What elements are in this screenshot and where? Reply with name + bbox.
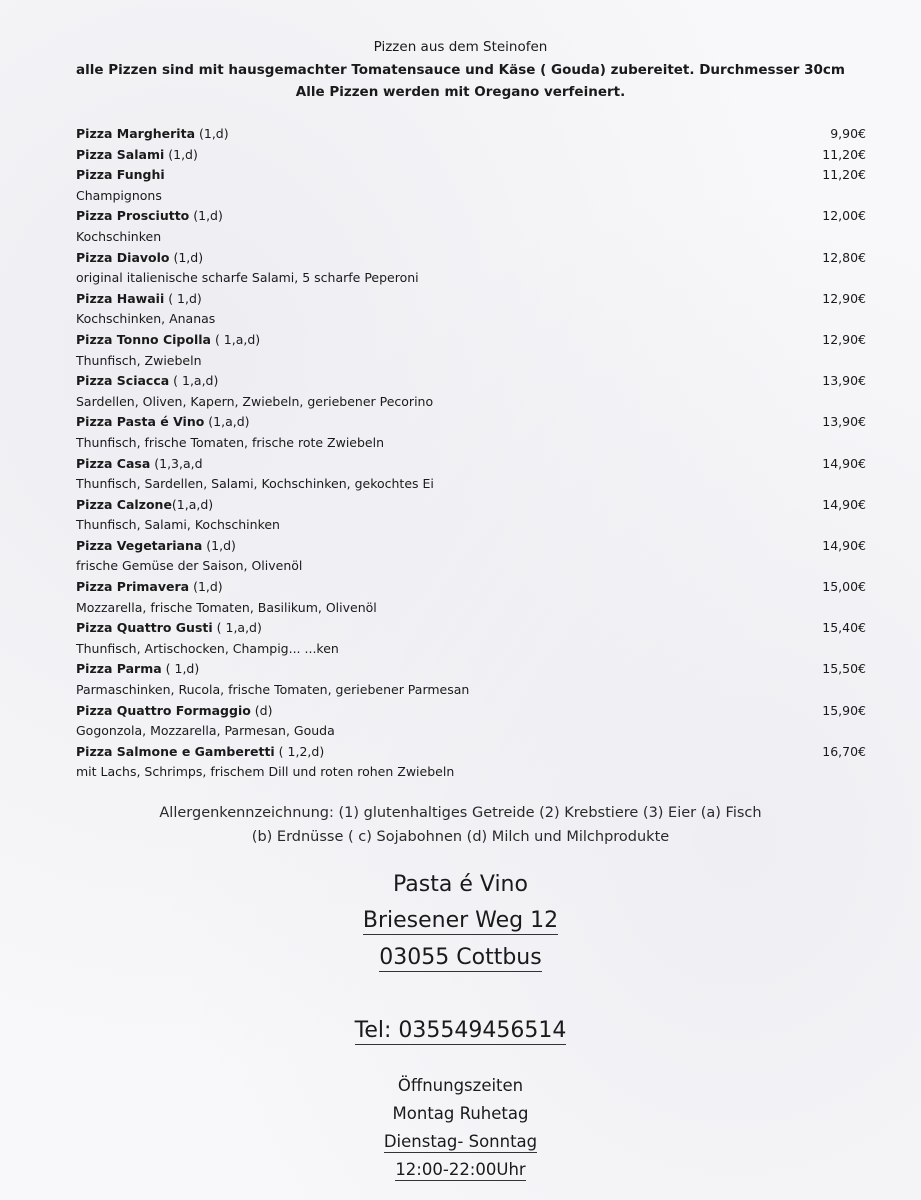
menu-item-title bbox=[76, 248, 870, 269]
menu-item-description: Thunfisch, Zwiebeln bbox=[76, 352, 202, 368]
hours-time: 12:00-22:00Uhr bbox=[395, 1160, 526, 1179]
menu-item-price: 15,50€ bbox=[822, 661, 866, 677]
allergen-legend bbox=[0, 801, 921, 849]
menu-item-description: Thunfisch, Sardellen, Salami, Kochschinken, gekochtes Ei bbox=[76, 476, 434, 492]
menu-item-allergens: (1,d) bbox=[164, 146, 198, 162]
menu-item-allergens: (1,d) bbox=[189, 208, 223, 224]
menu-item-name: Pizza Hawaii bbox=[76, 290, 165, 306]
menu-item bbox=[76, 536, 870, 577]
menu-item-name: Pizza Salmone e Gamberetti bbox=[76, 743, 275, 759]
menu-item-allergens: ( 1,2,d) bbox=[274, 743, 325, 759]
menu-item-name: Pizza Parma bbox=[76, 661, 162, 677]
menu-item-description: Kochschinken, Ananas bbox=[76, 311, 216, 327]
menu-header bbox=[0, 36, 921, 104]
menu-item bbox=[76, 145, 870, 166]
menu-item-title bbox=[76, 124, 870, 145]
street-block bbox=[0, 908, 921, 935]
menu-item-description: Sardellen, Oliven, Kapern, Zwiebeln, geriebener Pecorino bbox=[76, 393, 434, 409]
menu-item-title bbox=[76, 165, 870, 186]
menu-item-title bbox=[76, 330, 870, 351]
restaurant-phone: Tel: 035549456514 bbox=[354, 1018, 567, 1043]
menu-item-description: Mozzarella, frische Tomaten, Basilikum, Olivenöl bbox=[76, 599, 377, 615]
menu-item-description: frische Gemüse der Saison, Olivenöl bbox=[76, 558, 303, 574]
hours-title-block bbox=[0, 1076, 921, 1095]
hours-days: Dienstag- Sonntag bbox=[383, 1132, 538, 1151]
menu-item-price: 12,80€ bbox=[822, 249, 866, 265]
menu-item-allergens: ( 1,a,d) bbox=[212, 620, 262, 636]
menu-item bbox=[76, 618, 870, 659]
menu-item-price: 13,90€ bbox=[822, 373, 866, 389]
menu-item bbox=[76, 289, 870, 330]
menu-item-title bbox=[76, 659, 870, 680]
menu-item-title bbox=[76, 618, 870, 639]
menu-item-name: Pizza Casa bbox=[76, 455, 151, 471]
menu-item bbox=[76, 742, 870, 783]
menu-item-title bbox=[76, 145, 870, 166]
section-title: Pizzen aus dem Steinofen bbox=[373, 39, 548, 55]
pizza-menu-list bbox=[76, 124, 870, 783]
hours-closed-block bbox=[0, 1104, 921, 1123]
menu-item bbox=[76, 165, 870, 206]
menu-item-name: Pizza Sciacca bbox=[76, 373, 170, 389]
section-note: Alle Pizzen werden mit Oregano verfeinert. bbox=[295, 84, 626, 100]
menu-item-price: 12,90€ bbox=[822, 290, 866, 306]
menu-item-price: 9,90€ bbox=[830, 126, 866, 141]
menu-item-price: 14,90€ bbox=[822, 496, 866, 512]
menu-item-allergens: ( 1,d) bbox=[164, 290, 202, 306]
menu-item-name: Pizza Vegetariana bbox=[76, 537, 203, 553]
menu-item-description: Gogonzola, Mozzarella, Parmesan, Gouda bbox=[76, 723, 335, 739]
menu-item-description: Thunfisch, frische Tomaten, frische rote Zwiebeln bbox=[76, 434, 385, 450]
menu-item bbox=[76, 659, 870, 700]
menu-item bbox=[76, 124, 870, 145]
menu-item-allergens: ( 1,d) bbox=[161, 661, 200, 677]
menu-item-allergens: (1,d) bbox=[195, 126, 229, 141]
menu-item-name: Pizza Quattro Gusti bbox=[76, 620, 213, 636]
menu-item-description: mit Lachs, Schrimps, frischem Dill und roten rohen Zwiebeln bbox=[76, 764, 455, 780]
menu-item-allergens: (1,3,a,d bbox=[150, 455, 203, 471]
menu-item-description: Parmaschinken, Rucola, frische Tomaten, geriebener Parmesan bbox=[76, 682, 470, 698]
menu-item-price: 12,00€ bbox=[822, 208, 866, 224]
menu-item-name: Pizza Primavera bbox=[76, 579, 190, 595]
menu-item-description: Kochschinken bbox=[76, 228, 162, 244]
menu-item-description: Thunfisch, Artischocken, Champig... ...ken bbox=[76, 640, 339, 656]
hours-title: Öffnungszeiten bbox=[397, 1076, 524, 1095]
city-block bbox=[0, 945, 921, 972]
menu-item-title bbox=[76, 536, 870, 557]
menu-item-price: 13,90€ bbox=[822, 414, 866, 430]
menu-item-title bbox=[76, 742, 870, 763]
menu-item-allergens: (1,a,d) bbox=[171, 496, 214, 512]
menu-item-title bbox=[76, 577, 870, 598]
menu-item-name: Pizza Margherita bbox=[76, 126, 196, 141]
menu-item-price: 12,90€ bbox=[822, 331, 866, 347]
menu-item bbox=[76, 330, 870, 371]
menu-item-price: 15,90€ bbox=[822, 702, 866, 718]
menu-item-allergens: (1,a,d) bbox=[204, 414, 250, 430]
menu-item bbox=[76, 577, 870, 618]
menu-item-allergens: (1,d) bbox=[189, 579, 223, 595]
menu-item-name: Pizza Funghi bbox=[76, 167, 165, 183]
menu-item bbox=[76, 371, 870, 412]
menu-item-title bbox=[76, 412, 870, 433]
hours-days-block bbox=[0, 1132, 921, 1153]
menu-item-name: Pizza Tonno Cipolla bbox=[76, 331, 211, 347]
section-subtitle: alle Pizzen sind mit hausgemachter Tomatensauce und Käse ( Gouda) zubereitet. Durchmesser 30cm bbox=[76, 61, 845, 78]
menu-item-price: 15,40€ bbox=[822, 620, 866, 636]
menu-item-title bbox=[76, 454, 870, 475]
menu-item-title bbox=[76, 701, 870, 722]
menu-item-title bbox=[76, 371, 870, 392]
menu-item-name: Pizza Salami bbox=[76, 146, 165, 162]
menu-item-price: 15,00€ bbox=[822, 579, 866, 595]
restaurant-street: Briesener Weg 12 bbox=[362, 908, 559, 933]
menu-item-description: original italienische scharfe Salami, 5 scharfe Peperoni bbox=[76, 270, 419, 286]
menu-item-price: 16,70€ bbox=[822, 743, 866, 759]
menu-item-description: Champignons bbox=[76, 187, 162, 203]
menu-item-description: Thunfisch, Salami, Kochschinken bbox=[76, 517, 280, 533]
menu-item bbox=[76, 701, 870, 742]
menu-item-price: 11,20€ bbox=[822, 146, 866, 162]
hours-time-block bbox=[0, 1160, 921, 1181]
menu-item bbox=[76, 454, 870, 495]
menu-item-name: Pizza Calzone bbox=[76, 496, 172, 512]
restaurant-name-block bbox=[0, 872, 921, 897]
menu-item-price: 14,90€ bbox=[822, 537, 866, 553]
hours-closed: Montag Ruhetag bbox=[392, 1104, 529, 1123]
menu-item-name: Pizza Pasta é Vino bbox=[76, 414, 205, 430]
menu-item bbox=[76, 206, 870, 247]
menu-item-allergens: ( 1,a,d) bbox=[210, 331, 261, 347]
restaurant-name: Pasta é Vino bbox=[393, 872, 528, 897]
menu-item-allergens: ( 1,a,d) bbox=[169, 373, 219, 389]
menu-item bbox=[76, 495, 870, 536]
menu-item bbox=[76, 248, 870, 289]
allergen-line-2: (b) Erdnüsse ( c) Sojabohnen (d) Milch und Milchprodukte bbox=[251, 829, 670, 845]
menu-item-price: 14,90€ bbox=[822, 455, 866, 471]
menu-item-name: Pizza Diavolo bbox=[76, 249, 170, 265]
menu-item-allergens: (1,d) bbox=[202, 537, 236, 553]
menu-item-allergens: (1,d) bbox=[169, 249, 204, 265]
menu-item-name: Pizza Prosciutto bbox=[76, 208, 190, 224]
menu-item-title bbox=[76, 495, 870, 516]
menu-item-title bbox=[76, 289, 870, 310]
restaurant-city: 03055 Cottbus bbox=[379, 945, 542, 970]
menu-item-title bbox=[76, 206, 870, 227]
menu-item bbox=[76, 412, 870, 453]
allergen-line-1: Allergenkennzeichnung: (1) glutenhaltiges Getreide (2) Krebstiere (3) Eier (a) Fisch bbox=[159, 805, 762, 821]
menu-item-price: 11,20€ bbox=[822, 167, 866, 183]
menu-item-name: Pizza Quattro Formaggio bbox=[76, 702, 251, 718]
menu-item-allergens: (d) bbox=[250, 702, 273, 718]
phone-block bbox=[0, 1018, 921, 1045]
